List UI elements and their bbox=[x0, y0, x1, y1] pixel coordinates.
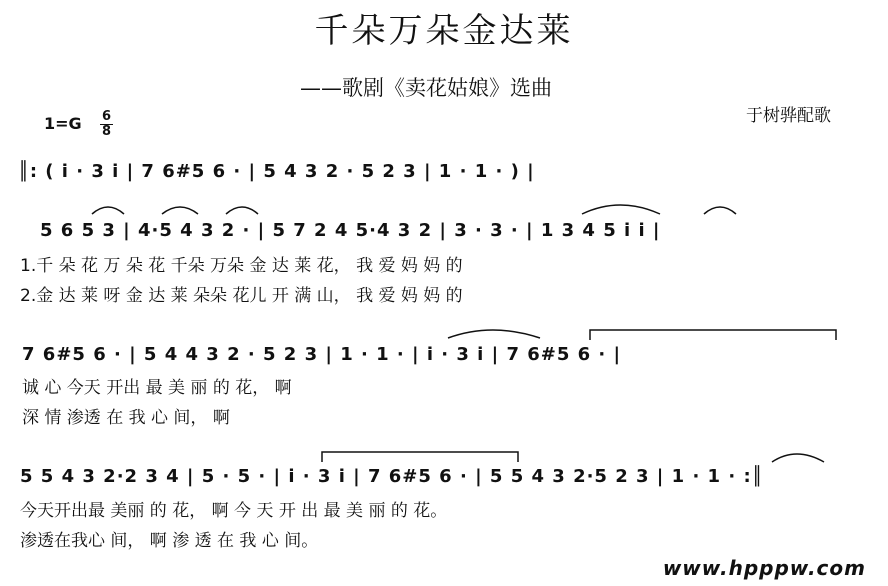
lyric-line-4-verse-1: 今天开出最 美丽 的 花， 啊 今 天 开 出 最 美 丽 的 花。 bbox=[20, 501, 448, 521]
song-title: 千朵万朵金达莱 bbox=[314, 11, 574, 51]
lyric-line-4-verse-2: 渗透在我心 间， 啊 渗 透 在 我 心 间。 bbox=[20, 531, 319, 551]
key-signature: 1=G bbox=[44, 114, 82, 133]
lyric-line-2-verse-2: 2.金 达 莱 呀 金 达 莱 朵朵 花儿 开 满 山， 我 爱 妈 妈 的 bbox=[20, 286, 463, 306]
song-subtitle: ——歌剧《卖花姑娘》选曲 bbox=[300, 76, 552, 100]
arranger-credit: 于树骅配歌 bbox=[746, 106, 831, 126]
watermark: www.hpppw.com bbox=[662, 556, 866, 580]
time-signature-denominator: 8 bbox=[102, 123, 112, 139]
lyric-line-2-verse-1: 1.千 朵 花 万 朵 花 千朵 万朵 金 达 莱 花， 我 爱 妈 妈 的 bbox=[20, 256, 463, 276]
lyric-line-3-verse-2: 深 情 渗透 在 我 心 间， 啊 bbox=[22, 408, 230, 428]
notation-line-3: 7 6#5 6 · | 5 4 4 3 2 · 5 2 3 | 1 · 1 · | i · 3 i | 7 6#5 6 · | bbox=[22, 344, 622, 365]
time-signature-numerator: 6 bbox=[102, 109, 112, 124]
notation-line-1: ║: ( i · 3 i | 7 6#5 6 · | 5 4 3 2 · 5 2 3 | 1 · 1 · ) | bbox=[18, 161, 535, 182]
lyric-line-3-verse-1: 诚 心 今天 开出 最 美 丽 的 花， 啊 bbox=[22, 378, 292, 398]
notation-line-2: 5 6 5 3 | 4·5 4 3 2 · | 5 7 2 4 5·4 3 2 | 3 · 3 · | 1 3 4 5 i i | bbox=[40, 220, 661, 241]
notation-line-4: 5 5 4 3 2·2 3 4 | 5 · 5 · | i · 3 i | 7 6#5 6 · | 5 5 4 3 2·5 2 3 | 1 · 1 · :║ bbox=[20, 466, 764, 487]
